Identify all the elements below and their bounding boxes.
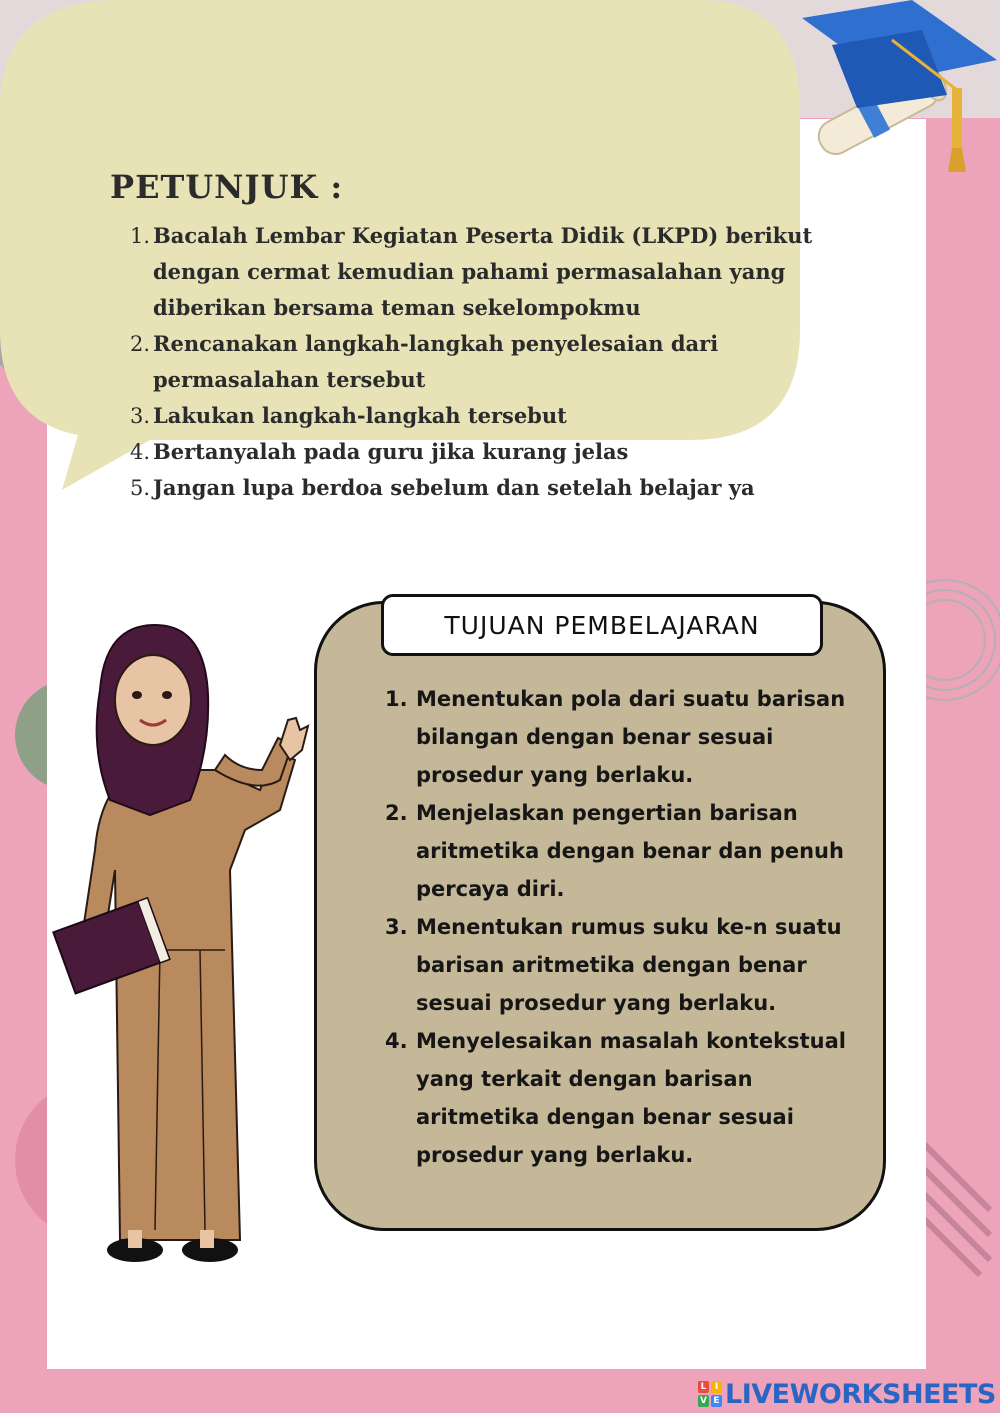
liveworksheets-logo[interactable] <box>698 1378 996 1410</box>
item-number: 2. <box>385 801 408 825</box>
list-item <box>385 794 855 908</box>
item-text: Jangan lupa berdoa sebelum dan setelah belajar ya <box>153 475 755 500</box>
list-item <box>130 218 865 326</box>
logo-letter: V <box>698 1395 709 1407</box>
graduation-cap-icon <box>772 0 1000 190</box>
item-number: 1. <box>130 224 151 248</box>
item-text: Rencanakan langkah-langkah penyelesaian dari permasalahan tersebut <box>153 331 719 392</box>
petunjuk-title: PETUNJUK : <box>110 168 344 206</box>
list-item <box>385 680 855 794</box>
item-text: Menjelaskan pengertian barisan aritmetika dengan benar dan penuh percaya diri. <box>416 801 844 901</box>
logo-letter: E <box>711 1395 722 1407</box>
list-item <box>130 398 865 434</box>
item-text: Menentukan rumus suku ke-n suatu barisan aritmetika dengan benar sesuai prosedur yang berlaku. <box>416 915 842 1015</box>
logo-letter: I <box>711 1381 722 1393</box>
item-number: 2. <box>130 332 151 356</box>
item-number: 1. <box>385 687 408 711</box>
list-item <box>130 326 865 398</box>
item-number: 5. <box>130 476 151 500</box>
item-text: Menyelesaikan masalah kontekstual yang terkait dengan barisan aritmetika dengan benar sesuai prosedur yang berlaku. <box>416 1029 846 1167</box>
tujuan-title: TUJUAN PEMBELAJARAN <box>381 594 823 656</box>
petunjuk-list <box>130 218 865 506</box>
list-item <box>130 470 865 506</box>
item-text: Bacalah Lembar Kegiatan Peserta Didik (LKPD) berikut dengan cermat kemudian pahami permasalahan yang diberikan bersama teman sekelompokmu <box>153 223 813 320</box>
list-item <box>130 434 865 470</box>
item-number: 4. <box>130 440 151 464</box>
item-number: 4. <box>385 1029 408 1053</box>
item-number: 3. <box>130 404 151 428</box>
item-number: 3. <box>385 915 408 939</box>
logo-letter: L <box>698 1381 709 1393</box>
list-item <box>385 908 855 1022</box>
liveworksheets-brand: LIVEWORKSHEETS <box>725 1378 996 1410</box>
item-text: Bertanyalah pada guru jika kurang jelas <box>153 439 629 464</box>
list-item <box>385 1022 855 1174</box>
liveworksheets-logo-icon <box>698 1381 722 1407</box>
item-text: Menentukan pola dari suatu barisan bilangan dengan benar sesuai prosedur yang berlaku. <box>416 687 846 787</box>
item-text: Lakukan langkah-langkah tersebut <box>153 403 567 428</box>
tujuan-list <box>385 680 855 1174</box>
teacher-illustration <box>40 620 340 1280</box>
